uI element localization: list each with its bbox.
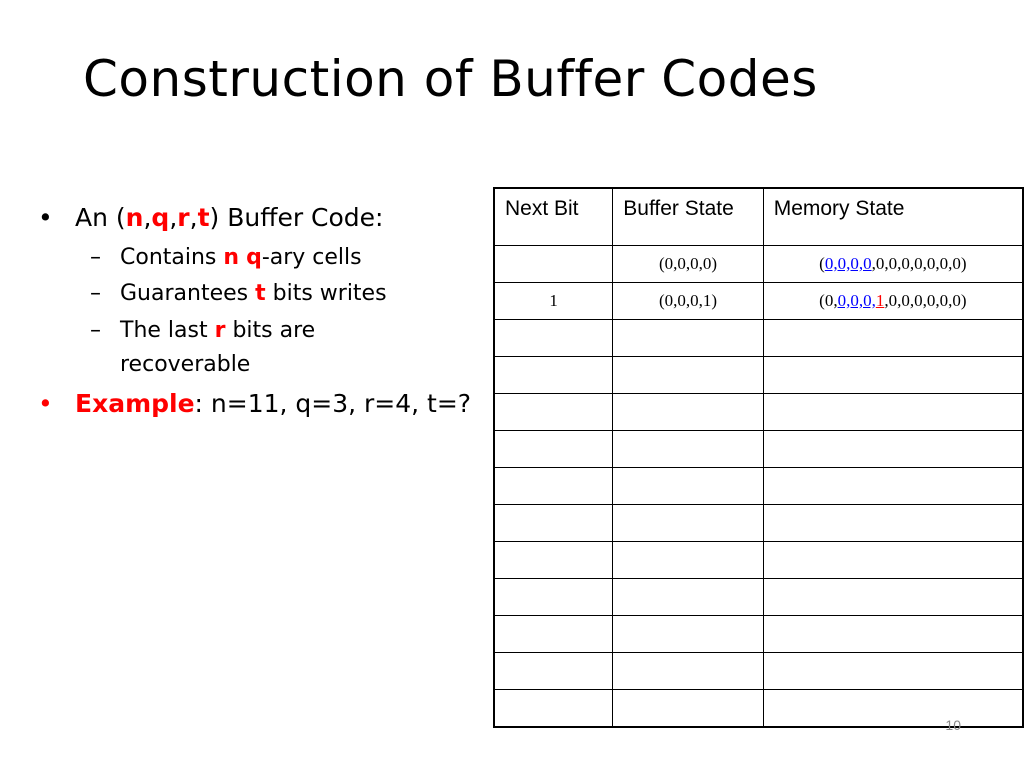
text: recoverable [120, 352, 251, 377]
param-t: t [255, 281, 266, 306]
param-r: r [177, 203, 190, 232]
text: , [189, 203, 198, 232]
empty-rows [494, 320, 1023, 728]
text: (0, [819, 291, 838, 310]
table-cell [494, 357, 613, 394]
table-row [494, 505, 1023, 542]
table-cell [613, 690, 763, 728]
table-cell [494, 653, 613, 690]
param-r: r [214, 318, 226, 343]
table-cell [763, 394, 1023, 431]
text: , [143, 203, 152, 232]
example-label: Example [75, 389, 195, 418]
sub-bullet-recoverable [28, 314, 478, 382]
text: Contains [120, 245, 224, 270]
table-row [494, 394, 1023, 431]
page-number: 10 [945, 717, 961, 733]
table-row [494, 357, 1023, 394]
table-row [494, 246, 1023, 283]
table-row [494, 320, 1023, 357]
text: Guarantees [120, 281, 256, 306]
table-cell [613, 505, 763, 542]
table-cell [494, 579, 613, 616]
text: bits writes [265, 281, 387, 306]
example-text: : n=11, q=3, r=4, t=? [194, 389, 472, 418]
table-cell [763, 505, 1023, 542]
bullet-example [28, 384, 478, 424]
sub-bullet-dash: – [90, 245, 101, 270]
bullet-dot: • [38, 203, 53, 232]
buffer-segment: 0,0,0, [837, 291, 876, 310]
cell-memory-state [763, 246, 1023, 283]
bullet-dot: • [38, 389, 53, 418]
table-cell [613, 431, 763, 468]
table-cell [763, 690, 1023, 728]
table-cell [763, 579, 1023, 616]
param-q: q [246, 245, 262, 270]
table-row [494, 468, 1023, 505]
text: , [169, 203, 178, 232]
table-cell [494, 320, 613, 357]
cell-next-bit [494, 246, 613, 283]
param-n: n [125, 203, 144, 232]
param-t: t [197, 203, 210, 232]
text: The last [120, 318, 215, 343]
table-cell [763, 431, 1023, 468]
text: ,0,0,0,0,0,0,0) [871, 254, 967, 273]
param-q: q [151, 203, 170, 232]
table-cell [613, 320, 763, 357]
text: ,0,0,0,0,0,0) [884, 291, 967, 310]
table-cell [613, 542, 763, 579]
table-row [494, 653, 1023, 690]
bullet-list [28, 198, 478, 424]
text: -ary cells [261, 245, 362, 270]
new-bit: 1 [875, 291, 885, 310]
table-cell [494, 394, 613, 431]
header-buffer-state: Buffer State [613, 188, 763, 246]
table-cell [613, 394, 763, 431]
text: bits are [225, 318, 316, 343]
table-row [494, 579, 1023, 616]
table-cell [763, 653, 1023, 690]
header-next-bit: Next Bit [494, 188, 613, 246]
text: ( [819, 254, 825, 273]
table-header-row [494, 188, 1023, 246]
table-cell [494, 616, 613, 653]
table-row [494, 690, 1023, 728]
buffer-segment: 0,0,0,0 [824, 254, 872, 273]
sub-bullet-dash: – [90, 318, 101, 343]
sub-bullet-contains [28, 242, 478, 274]
table-row [494, 431, 1023, 468]
table-cell [613, 653, 763, 690]
table-row [494, 283, 1023, 320]
slide-title: Construction of Buffer Codes [83, 50, 818, 108]
table-cell [763, 320, 1023, 357]
table-cell [494, 505, 613, 542]
table-cell [613, 579, 763, 616]
sub-bullet-dash: – [90, 281, 101, 306]
text: ) Buffer Code: [209, 203, 384, 232]
table-cell [494, 431, 613, 468]
table-cell [613, 357, 763, 394]
table-cell [763, 357, 1023, 394]
table-cell [613, 468, 763, 505]
table-cell [494, 690, 613, 728]
table-cell [763, 616, 1023, 653]
bullet-buffer-code [28, 198, 478, 238]
buffer-code-table [493, 187, 1024, 728]
table-cell [613, 616, 763, 653]
text: An ( [75, 203, 126, 232]
cell-memory-state [763, 283, 1023, 320]
param-n: n [223, 245, 240, 270]
table-cell [763, 468, 1023, 505]
cell-next-bit: 1 [494, 283, 613, 320]
table-cell [494, 468, 613, 505]
cell-buffer-state: (0,0,0,1) [613, 283, 763, 320]
cell-buffer-state: (0,0,0,0) [613, 246, 763, 283]
header-memory-state: Memory State [763, 188, 1023, 246]
table-cell [763, 542, 1023, 579]
sub-bullet-guarantees [28, 278, 478, 310]
table-cell [494, 542, 613, 579]
table-row [494, 616, 1023, 653]
table-row [494, 542, 1023, 579]
